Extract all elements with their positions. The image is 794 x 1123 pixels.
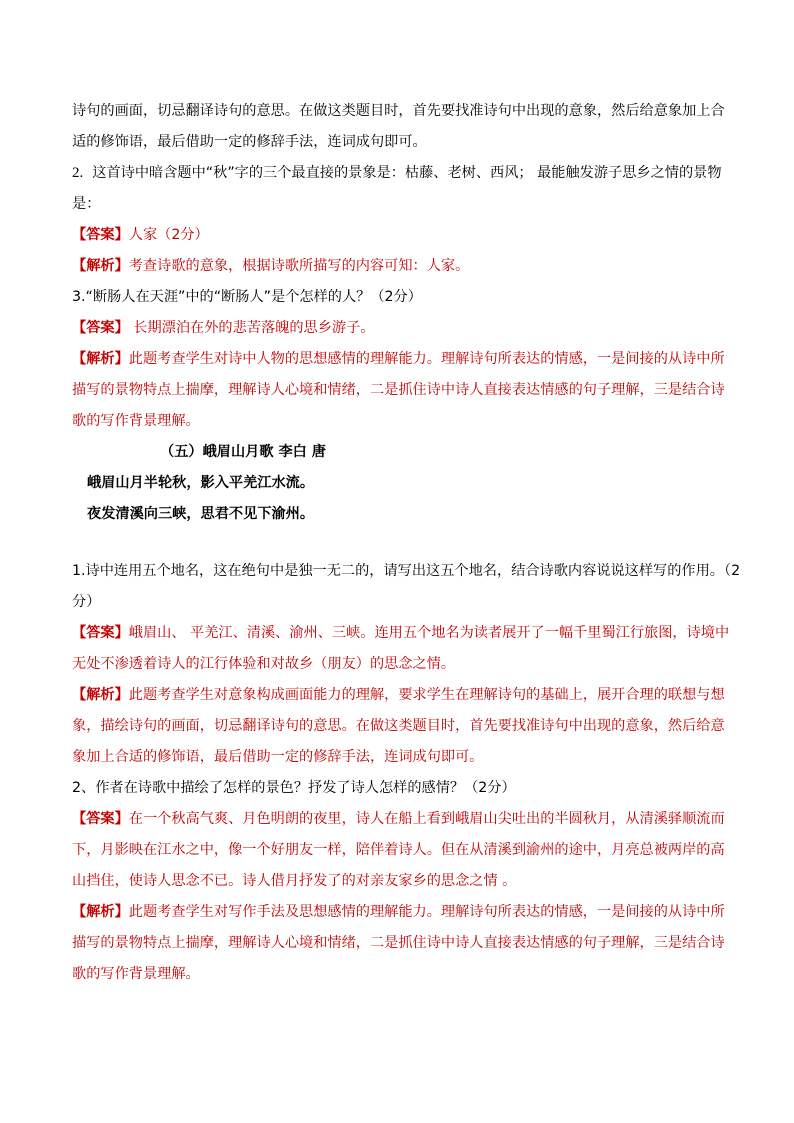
- question-2b-line: 2、作者在诗歌中描绘了怎样的景色？抒发了诗人怎样的感情？（2分）: [72, 780, 516, 796]
- analysis-line: 描写的景物特点上揣摩，理解诗人心境和情绪，二是抓住诗中诗人直接表达情感的句子理解，三是结合诗: [72, 382, 725, 398]
- analysis-tag: 【解析】: [72, 687, 129, 703]
- analysis-line: 象加上合适的修饰语，最后借助一定的修辞手法，连词成句即可。: [72, 749, 484, 765]
- question-text: 这首诗中暗含题中“秋”字的三个最直接的景象是：枯藤、老树、西风； 最能触发游子思乡之情的景物: [92, 165, 722, 181]
- poem-title: （五）峨眉山月歌 李白 唐: [160, 444, 326, 460]
- analysis-text: 此题考查学生对意象构成画面能力的理解，要求学生在理解诗句的基础上，展开合理的联想与想: [128, 687, 725, 703]
- answer-line: 山挡住，使诗人思念不已。诗人借月抒发了的对亲友家乡的思念之情 。: [72, 873, 517, 889]
- answer-tag: 【答案】: [72, 320, 129, 336]
- poem-line: 峨眉山月半轮秋，影入平羌江水流。: [87, 475, 315, 491]
- analysis-text: 此题考查学生对诗中人物的思想感情的理解能力。理解诗句所表达的情感，一是间接的从诗中所: [128, 351, 725, 367]
- analysis-tag: 【解析】: [72, 258, 129, 274]
- question-number: 2.: [72, 165, 84, 181]
- analysis-line: [72, 680, 727, 711]
- analysis-line: 描写的景物特点上揣摩，理解诗人心境和情绪，二是抓住诗中诗人直接表达情感的句子理解，三是结合诗: [72, 935, 725, 951]
- question-3-line: 3.“断肠人在天涯”中的“断肠人”是个怎样的人？（2分）: [72, 289, 422, 305]
- analysis-line: [72, 897, 727, 928]
- question-2-line: [72, 158, 727, 189]
- spacer: [72, 530, 727, 556]
- paragraph-line: 适的修饰语，最后借助一定的修辞手法，连词成句即可。: [72, 134, 427, 150]
- answer-tag: 【答案】: [72, 811, 129, 827]
- answer-line: [72, 804, 727, 835]
- paragraph-line: 诗句的画面，切忌翻译诗句的意思。在做这类题目时，首先要找准诗句中出现的意象，然后给意象加上合: [72, 103, 725, 119]
- analysis-text: 此题考查学生对写作手法及思想感情的理解能力。理解诗句所表达的情感，一是间接的从诗中所: [128, 904, 725, 920]
- answer-line: [72, 618, 730, 649]
- poem-line: 夜发清溪向三峡，思君不见下渝州。: [87, 506, 315, 522]
- answer-line: 下，月影映在江水之中，像一个好朋友一样，陪伴着诗人。但在从清溪到渝州的途中，月亮总被两岸的高: [72, 842, 725, 858]
- question-2-line: 是：: [72, 196, 101, 212]
- analysis-tag: 【解析】: [72, 351, 129, 367]
- answer-line: 无处不渗透着诗人的江行体验和对故乡（朋友）的思念之情。: [72, 656, 456, 672]
- analysis-text: 考查诗歌的意象，根据诗歌所描写的内容可知：人家。: [128, 258, 470, 274]
- analysis-line: 歌的写作背景理解。: [72, 966, 200, 982]
- question-1-line: 分）: [72, 594, 101, 610]
- answer-tag: 【答案】: [72, 625, 129, 641]
- analysis-tag: 【解析】: [72, 904, 129, 920]
- document-page: [72, 96, 741, 990]
- answer-line: [72, 313, 727, 344]
- analysis-line: 象，描绘诗句的画面，切忌翻译诗句的意思。在做这类题目时，首先要找准诗句中出现的意象，然后给意: [72, 718, 725, 734]
- answer-line: [72, 220, 727, 251]
- answer-tag: 【答案】: [72, 227, 129, 243]
- answer-text: 峨眉山、 平羌江、清溪、渝州、三峡。连用五个地名为读者展开了一幅千里蜀江行旅图，诗境中: [128, 625, 730, 641]
- question-1-line: 1.诗中连用五个地名，这在绝句中是独一无二的，请写出这五个地名，结合诗歌内容说说这样写的作用。（2: [72, 563, 741, 579]
- answer-text: 人家（2分）: [128, 227, 209, 243]
- analysis-line: [72, 344, 727, 375]
- analysis-line: 歌的写作背景理解。: [72, 413, 200, 429]
- analysis-line: [72, 251, 727, 282]
- answer-text: 长期漂泊在外的悲苦落魄的思乡游子。: [128, 320, 375, 336]
- answer-text: 在一个秋高气爽、月色明朗的夜里，诗人在船上看到峨眉山尖吐出的半圆秋月，从清溪驿顺流而: [128, 811, 725, 827]
